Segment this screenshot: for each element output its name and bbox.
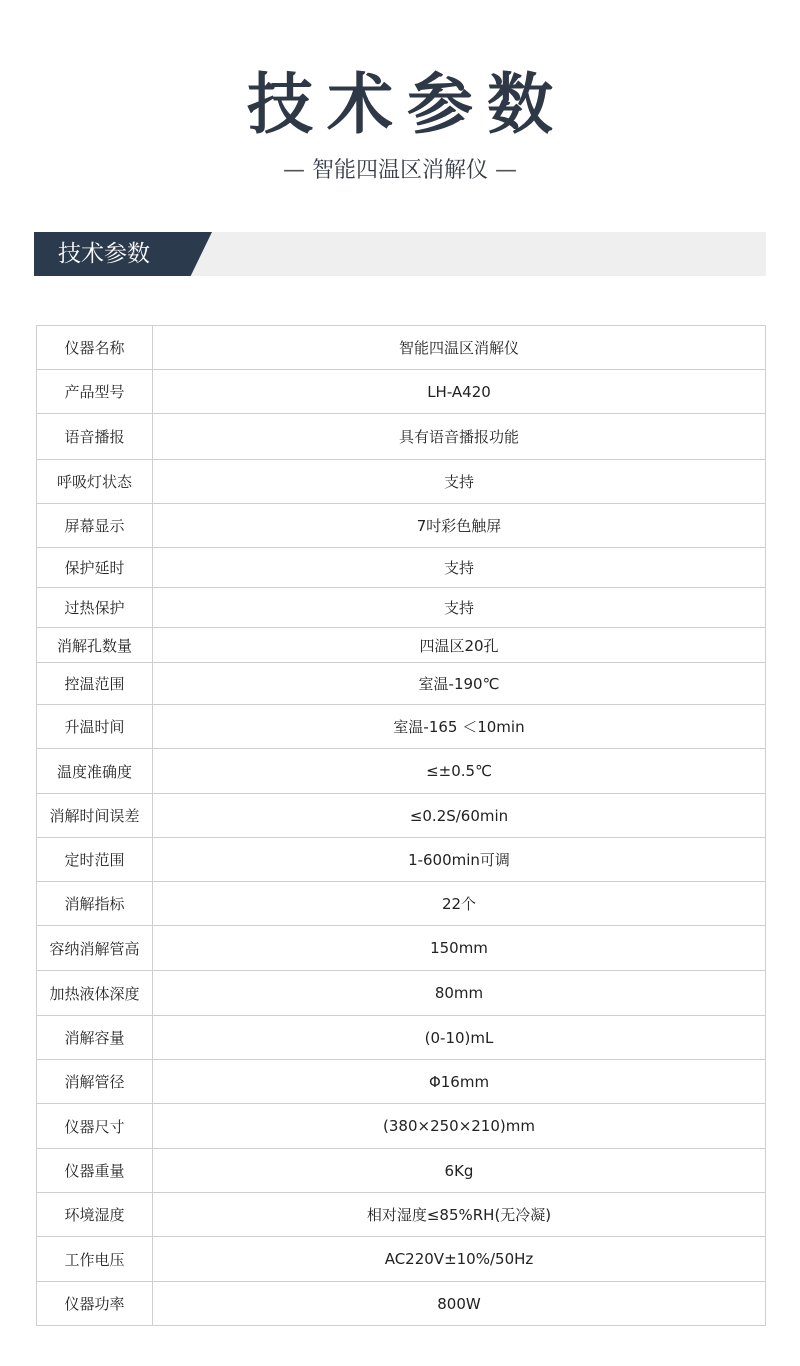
table-row: [37, 504, 766, 548]
spec-value-cell: 150mm: [153, 926, 766, 971]
spec-value-cell: 1-600min可调: [153, 838, 766, 882]
spec-label-cell: 仪器尺寸: [37, 1104, 153, 1149]
table-row: [37, 1237, 766, 1282]
spec-label-cell: 控温范围: [37, 663, 153, 705]
table-row: [37, 794, 766, 838]
spec-label-cell: 消解容量: [37, 1016, 153, 1060]
spec-label-cell: 产品型号: [37, 370, 153, 414]
spec-table: [36, 325, 766, 1326]
table-row: [37, 663, 766, 705]
table-row: [37, 1193, 766, 1237]
spec-label-cell: 屏幕显示: [37, 504, 153, 548]
spec-value-cell: (380×250×210)mm: [153, 1104, 766, 1149]
spec-value-cell: 800W: [153, 1282, 766, 1326]
table-row: [37, 926, 766, 971]
table-row: [37, 326, 766, 370]
table-row: [37, 971, 766, 1016]
spec-value-cell: 支持: [153, 588, 766, 628]
table-row: [37, 628, 766, 663]
spec-value-cell: 四温区20孔: [153, 628, 766, 663]
table-row: [37, 749, 766, 794]
spec-value-cell: ≤±0.5℃: [153, 749, 766, 794]
spec-value-cell: 6Kg: [153, 1149, 766, 1193]
spec-label-cell: 过热保护: [37, 588, 153, 628]
table-row: [37, 588, 766, 628]
spec-value-cell: 相对湿度≤85%RH(无冷凝): [153, 1193, 766, 1237]
subtitle-dash-right: —: [495, 158, 517, 183]
table-row: [37, 460, 766, 504]
spec-value-cell: 支持: [153, 460, 766, 504]
page-subtitle: [0, 156, 800, 186]
table-row: [37, 1149, 766, 1193]
table-row: [37, 1016, 766, 1060]
spec-label-cell: 消解孔数量: [37, 628, 153, 663]
table-row: [37, 548, 766, 588]
spec-value-cell: 支持: [153, 548, 766, 588]
spec-label-cell: 消解指标: [37, 882, 153, 926]
spec-table-body: [37, 326, 766, 1326]
spec-label-cell: 消解时间误差: [37, 794, 153, 838]
spec-label-cell: 语音播报: [37, 414, 153, 460]
section-title: 技术参数: [58, 241, 150, 267]
spec-value-cell: 80mm: [153, 971, 766, 1016]
spec-value-cell: 智能四温区消解仪: [153, 326, 766, 370]
table-row: [37, 1282, 766, 1326]
table-row: [37, 414, 766, 460]
table-row: [37, 705, 766, 749]
section-header-bar: [34, 232, 766, 276]
subtitle-dash-left: —: [282, 158, 305, 183]
spec-label-cell: 呼吸灯状态: [37, 460, 153, 504]
spec-label-cell: 环境湿度: [37, 1193, 153, 1237]
table-row: [37, 1060, 766, 1104]
spec-label-cell: 工作电压: [37, 1237, 153, 1282]
spec-label-cell: 温度准确度: [37, 749, 153, 794]
table-row: [37, 882, 766, 926]
table-row: [37, 838, 766, 882]
page-title: 技术参数: [247, 66, 567, 143]
spec-value-cell: 室温-165 ＜10min: [153, 705, 766, 749]
spec-label-cell: 仪器名称: [37, 326, 153, 370]
table-row: [37, 1104, 766, 1149]
spec-label-cell: 仪器功率: [37, 1282, 153, 1326]
spec-value-cell: 7吋彩色触屏: [153, 504, 766, 548]
spec-label-cell: 升温时间: [37, 705, 153, 749]
spec-label-cell: 定时范围: [37, 838, 153, 882]
spec-value-cell: (0-10)mL: [153, 1016, 766, 1060]
spec-label-cell: 消解管径: [37, 1060, 153, 1104]
spec-label-cell: 加热液体深度: [37, 971, 153, 1016]
spec-label-cell: 仪器重量: [37, 1149, 153, 1193]
spec-value-cell: 室温-190℃: [153, 663, 766, 705]
spec-value-cell: ≤0.2S/60min: [153, 794, 766, 838]
page-header: [0, 60, 800, 186]
spec-value-cell: LH-A420: [153, 370, 766, 414]
spec-value-cell: AC220V±10%/50Hz: [153, 1237, 766, 1282]
spec-label-cell: 容纳消解管高: [37, 926, 153, 971]
spec-value-cell: 22个: [153, 882, 766, 926]
subtitle-text: 智能四温区消解仪: [311, 158, 488, 183]
spec-value-cell: Φ16mm: [153, 1060, 766, 1104]
spec-value-cell: 具有语音播报功能: [153, 414, 766, 460]
spec-label-cell: 保护延时: [37, 548, 153, 588]
table-row: [37, 370, 766, 414]
